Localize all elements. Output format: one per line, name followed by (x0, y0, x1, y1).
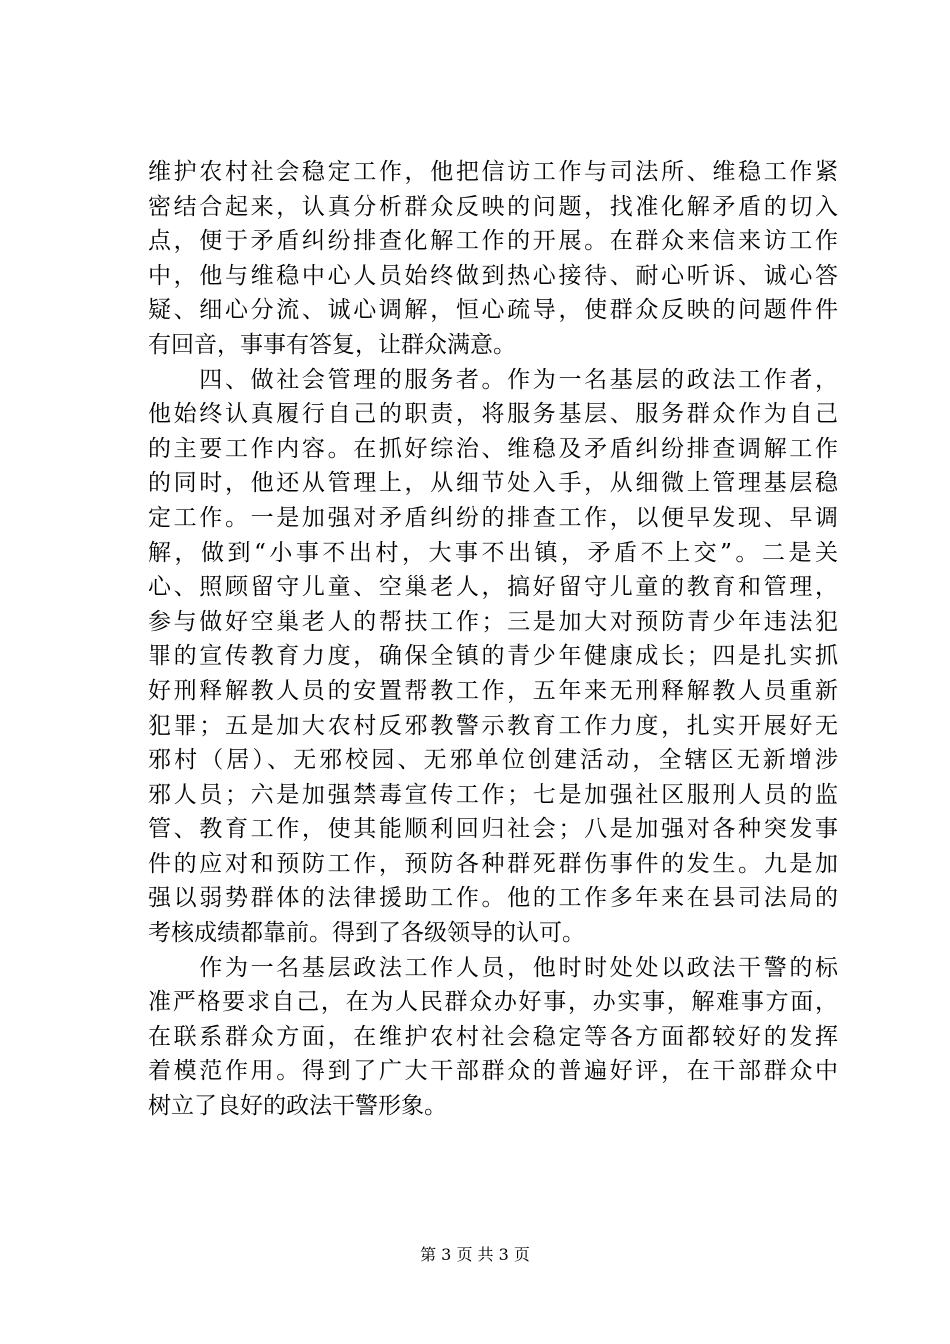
text-line: 罪的宣传教育力度，确保全镇的青少年健康成长；四是扎实抓 (148, 643, 838, 670)
text-line: 着模范作用。得到了广大干部群众的普遍好评，在干部群众中 (148, 1058, 838, 1085)
text-line: 好刑释解教人员的安置帮教工作，五年来无刑释解教人员重新 (148, 677, 838, 704)
text-line: 有回音，事事有答复，让群众满意。 (148, 331, 516, 358)
text-line: 犯罪；五是加大农村反邪教警示教育工作力度，扎实开展好无 (148, 712, 838, 739)
text-line: 邪村（居）、无邪校园、无邪单位创建活动，全辖区无新增涉 (148, 747, 838, 774)
text-line: 点，便于矛盾纠纷排查化解工作的开展。在群众来信来访工作 (148, 228, 838, 255)
text-line: 中，他与维稳中心人员始终做到热心接待、耐心听诉、诚心答 (148, 262, 838, 289)
text-line: 密结合起来，认真分析群众反映的问题，找准化解矛盾的切入 (148, 193, 838, 220)
text-line: 参与做好空巢老人的帮扶工作；三是加大对预防青少年违法犯 (148, 608, 838, 635)
text-line: 树立了良好的政法干警形象。 (148, 1093, 447, 1120)
text-line: 四、做社会管理的服务者。作为一名基层的政法工作者， (148, 366, 838, 393)
text-line: 邪人员；六是加强禁毒宣传工作；七是加强社区服刑人员的监 (148, 781, 838, 808)
page-footer: 第 3 页 共 3 页 (420, 1245, 530, 1264)
text-line: 强以弱势群体的法律援助工作。他的工作多年来在县司法局的 (148, 885, 838, 912)
text-line: 的同时，他还从管理上，从细节处入手，从细微上管理基层稳 (148, 470, 838, 497)
text-line: 的主要工作内容。在抓好综治、维稳及矛盾纠纷排查调解工作 (148, 435, 838, 462)
text-line: 考核成绩都靠前。得到了各级领导的认可。 (148, 920, 585, 947)
text-line: 他始终认真履行自己的职责，将服务基层、服务群众作为自己 (148, 401, 838, 428)
text-line: 在联系群众方面，在维护农村社会稳定等各方面都较好的发挥 (148, 1023, 838, 1050)
text-line: 疑、细心分流、诚心调解，恒心疏导，使群众反映的问题件件 (148, 297, 838, 324)
text-line: 解，做到“小事不出村，大事不出镇，矛盾不上交”。二是关 (148, 539, 838, 566)
text-line: 管、教育工作，使其能顺利回归社会；八是加强对各种突发事 (148, 816, 838, 843)
text-line: 作为一名基层政法工作人员，他时时处处以政法干警的标 (148, 954, 838, 981)
text-line: 维护农村社会稳定工作，他把信访工作与司法所、维稳工作紧 (148, 159, 838, 185)
text-line: 件的应对和预防工作，预防各种群死群伤事件的发生。九是加 (148, 850, 838, 877)
text-line: 定工作。一是加强对矛盾纠纷的排查工作，以便早发现、早调 (148, 504, 838, 531)
text-line: 心、照顾留守儿童、空巢老人，搞好留守儿童的教育和管理， (148, 574, 838, 601)
text-line: 准严格要求自己，在为人民群众办好事，办实事，解难事方面， (148, 989, 838, 1016)
body-text (148, 155, 838, 1124)
